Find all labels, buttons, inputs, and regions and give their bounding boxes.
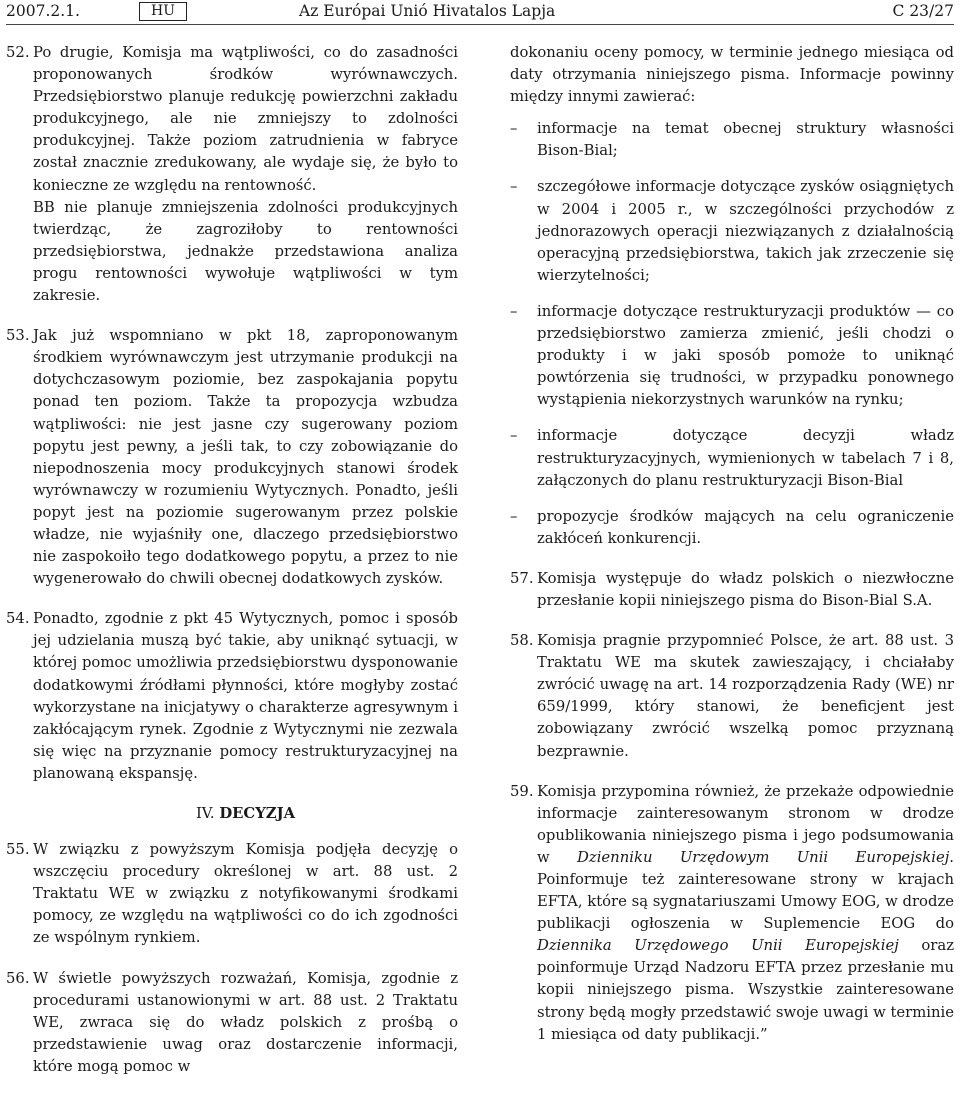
paragraph-54	[6, 608, 458, 785]
dash-item	[510, 176, 954, 286]
dash-marker: –	[510, 427, 518, 445]
paragraph-53	[6, 325, 458, 590]
dash-item-text: informacje na temat obecnej struktury własności Bison-Bial;	[537, 120, 954, 160]
paragraph-number: 52.	[6, 44, 30, 61]
journal-title: Az Európai Unió Hivatalos Lapja	[299, 2, 556, 20]
dash-item	[510, 118, 954, 162]
paragraph-text	[537, 781, 954, 1046]
paragraph-number: 53.	[6, 327, 30, 345]
paragraph-text: Komisja występuje do władz polskich o niezwłoczne przesłanie kopii niniejszego pisma do Bison-Bial S.A.	[537, 569, 954, 609]
dash-item-text: propozycje środków mających na celu ograniczenie zakłóceń konkurencji.	[537, 507, 954, 547]
section-number: IV.	[195, 805, 215, 822]
paragraph-text: Po drugie, Komisja ma wątpliwości, co do zasadności proponowanych środków wyrównawczych. Przedsiębiorstwo planuje redukcję powierzchni zakładu produkcyjnego, ale nie zmniejszy to zdolności produkcyjnej. Także poziom zatrudnienia w fabryce został znacznie zredukowany, ale wydaje się, że było to konieczne ze względu na rentowność.	[33, 44, 458, 194]
paragraph-52	[6, 42, 458, 307]
paragraph-number: 57.	[510, 569, 534, 587]
paragraph-59	[510, 781, 954, 1046]
left-column	[6, 42, 458, 1096]
header-rule	[6, 24, 954, 25]
paragraph-text: Komisja pragnie przypomnieć Polsce, że art. 88 ust. 3 Traktatu WE ma skutek zawieszający, i chciałaby zwrócić uwagę na art. 14 rozporządzenia Rady (WE) nr 659/1999, który stanowi, że beneficjent jest zobowiązany zwrócić wszelką pomoc przyznaną bezprawnie.	[537, 632, 954, 760]
section-title: DECYZJA	[219, 805, 296, 822]
dash-item	[510, 506, 954, 550]
dash-marker: –	[510, 120, 518, 138]
dash-marker: –	[510, 507, 518, 525]
dash-item-text: szczegółowe informacje dotyczące zysków osiągniętych w 2004 i 2005 r., w szczególności przychodów z jednorazowych operacji niezwiązanych z działalnością operacyjną przedsiębiorstwa, takich jak zrzeczenie się wierzytelności;	[537, 178, 954, 284]
paragraph-text: W świetle powyższych rozważań, Komisja, zgodnie z procedurami ustanowionymi w art. 88 ust. 2 Traktatu WE, zwraca się do władz polskich z prośbą o przedstawienie uwag oraz dostarczenie informacji, które mogą pomoc w	[33, 969, 458, 1075]
paragraph-text: W związku z powyższym Komisja podjęła decyzję o wszczęciu procedury określonej w art. 88 ust. 2 Traktatu WE w związku z notyfikowanymi środkami pomocy, ze względu na wątpliwości co do ich zgodności ze wspólnym rynkiem.	[33, 841, 458, 947]
paragraph-text: Jak już wspomniano w pkt 18, zaproponowanym środkiem wyrównawczym jest utrzymanie produkcji na dotychczasowym poziomie, bez zaspokajania popytu ponad ten poziom. Także ta propozycja wzbudza wątpliwości: nie jest jasne czy sugerowany poziom popytu jest pewny, a jeśli tak, to czy zobowiązanie do niepodnoszenia mocy produkcyjnych stanowi środek wyrównawczy w rozumieniu Wytycznych. Ponadto, jeśli popyt jest na poziomie sugerowanym przez polskie władze, nie wyjaśniły one, dlaczego przedsiębiorstwo nie zaspokoiło tego dodatkowego popytu, a przez to nie wygenerowało do chwili obecnej dodatkowych zysków.	[33, 327, 458, 588]
right-column	[510, 42, 954, 1064]
dash-item-text: informacje dotyczące restrukturyzacji produktów — co przedsiębiorstwo zamierza zmienić, jeśli chodzi o produkty i w jaki sposób pomoże to uniknąć powtórzenia się trudności, w przypadku ponownego wystąpienia niekorzystnych warunków na rynku;	[537, 302, 954, 409]
language-box: HU	[139, 2, 187, 21]
page-header	[6, 0, 954, 22]
text-run: Komisja przypomina również, że przekaże odpowiednie informacje zainteresowanym stronom w drodze opublikowania niniejszego pisma i jego podsumowania w	[537, 782, 954, 866]
paragraph-58	[510, 630, 954, 763]
text-run: oraz poinformuje Urząd Nadzoru EFTA przez przesłanie mu kopii niniejszego pisma. Wszystkie zainteresowane strony będą mogły przedstawić swoje uwagi w terminie 1 miesiąca od daty publikacji.”	[537, 937, 955, 1043]
page-reference: C 23/27	[892, 2, 954, 20]
paragraph-55	[6, 839, 458, 949]
paragraph-text: Ponadto, zgodnie z pkt 45 Wytycznych, pomoc i sposób jej udzielania muszą być takie, aby uniknąć sytuacji, w której pomoc umożliwia przedsiębiorstwu dysponowanie dodatkowymi źródłami płynności, które mogłyby zostać wykorzystane na inicjatywy o charakterze agresywnym i zakłócającym rynek. Zgodnie z Wytycznymi nie zezwala się więc na przyznanie pomocy restrukturyzacyjnej na planowaną ekspansję.	[33, 610, 458, 782]
paragraph-number: 59.	[510, 782, 534, 800]
header-date: 2007.2.1.	[6, 2, 80, 20]
dash-marker: –	[510, 178, 518, 196]
journal-name-italic: Dzienniku Urzędowym Unii Europejskiej	[577, 848, 950, 866]
dash-item	[510, 301, 954, 411]
text-run: . Poinformuje też zainteresowane strony w krajach EFTA, które są sygnatariuszami Umowy EOG, w drodze publikacji ogłoszenia w Suplemencie EOG do	[537, 848, 955, 933]
section-heading	[6, 803, 458, 825]
paragraph-text: BB nie planuje zmniejszenia zdolności produkcyjnych twierdząc, że zagroziłoby to rentowności przedsiębiorstwa, jednakże przedstawiona analiza progu rentowności wywołuje wątpliwości w tym zakresie.	[33, 198, 458, 305]
dash-item-text: informacje dotyczące decyzji władz restrukturyzacyjnych, wymienionych w tabelach 7 i 8, załączonych do planu restrukturyzacji Bison-Bial	[537, 427, 954, 489]
paragraph-number: 58.	[510, 632, 534, 650]
dash-marker: –	[510, 302, 518, 320]
journal-name-italic: Dziennika Urzędowego Unii Europejskiej	[537, 937, 899, 955]
paragraph-56	[6, 968, 458, 1078]
paragraph-number: 56.	[6, 969, 30, 987]
paragraph-number: 54.	[6, 610, 30, 628]
paragraph-57	[510, 568, 954, 612]
continuation-text	[510, 42, 954, 108]
paragraph-text: dokonaniu oceny pomocy, w terminie jednego miesiąca od daty otrzymania niniejszego pisma. Informacje powinny między innymi zawierać:	[510, 44, 954, 106]
paragraph-number: 55.	[6, 841, 30, 859]
dash-item	[510, 425, 954, 491]
